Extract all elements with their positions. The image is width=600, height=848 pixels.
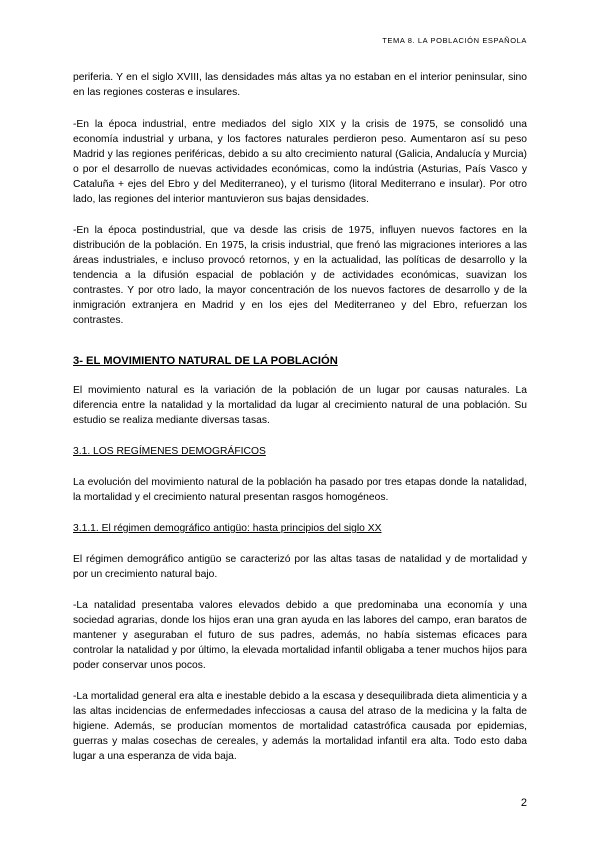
paragraph-industrial-era: -En la época industrial, entre mediados del siglo XIX y la crisis de 1975, se consolidó una economía industrial y urbana, y los factores naturales perdieron peso. Aumentaron así su peso Madrid y las regiones periféricas, debido a su alto crecimiento natural (Galicia, Andalucía y Murcia) o por el desarrollo de nuevas actividades económicas, como la indústria (Asturias, País Vasco y Cataluña + ejes del Ebro y del Mediterraneo), y el turismo (litoral Mediterrano e insular). Por otro lado, las regiones del interior mantuvieron sus bajas densidades.	[73, 119, 527, 205]
paragraph-continued: periferia. Y en el siglo XVIII, las densidades más altas ya no estaban en el interior peninsular, sino en las regiones costeras e insulares.	[73, 72, 527, 98]
page-body	[73, 70, 527, 780]
subsection-title: 3.1. LOS REGÍMENES DEMOGRÁFICOS	[73, 446, 266, 457]
paragraph-evolution: La evolución del movimiento natural de la población ha pasado por tres etapas donde la natalidad, la mortalidad y el crecimiento natural presentan rasgos homogéneos.	[73, 477, 527, 503]
page-number: 2	[520, 797, 527, 809]
paragraph-postindustrial-era: -En la época postindustrial, que va desde las crisis de 1975, influyen nuevos factores en la distribución de la población. En 1975, la crisis industrial, que frenó las migraciones interiores a las áreas industriales, e incluso provocó retornos, y en la actualidad, las políticas de desarrollo y la tendencia a la difusión espacial de población y de actividades económicas, suavizan los contrastes. Y por otro lado, la mayor concentración de los nuevos factores de desarrollo y de la inmigración extranjera en Madrid y en los ejes del Mediterraneo y del Ebro, refuerzan los contrastes.	[73, 225, 527, 326]
section-title: 3- EL MOVIMIENTO NATURAL DE LA POBLACIÓN	[73, 355, 338, 367]
paragraph-mortality: -La mortalidad general era alta e inestable debido a la escasa y desequilibrada dieta alimenticia y a las altas incidencias de enfermedades infecciosas a causa del atraso de la medicina y la falta de higiene. Además, se producían momentos de mortalidad catastrófica causada por epidemias, guerras y malas cosechas de cereales, y además la mortalidad infantil era alta. Todo esto daba lugar a una esperanza de vida baja.	[73, 691, 527, 762]
running-header: TEMA 8. LA POBLACIÓN ESPAÑOLA	[382, 36, 527, 45]
paragraph-old-regime: El régimen demográfico antigüo se caracterizó por las altas tasas de natalidad y de mortalidad y por un crecimiento natural bajo.	[73, 554, 527, 580]
subsubsection-title: 3.1.1. El régimen demográfico antigüo: hasta principios del siglo XX	[73, 523, 382, 534]
paragraph-birth-rate: -La natalidad presentaba valores elevados debido a que predominaba una economía y una sociedad agrarias, donde los hijos eran una gran ayuda en las labores del campo, eran baratos de mantener y aseguraban el futuro de sus padres, además, no había sistemas eficaces para controlar la natalidad y por último, la elevada mortalidad infantil obligaba a tener muchos hijos para poder conservar unos pocos.	[73, 600, 527, 671]
paragraph-natural-movement: El movimiento natural es la variación de la población de un lugar por causas naturales. La diferencia entre la natalidad y la mortalidad da lugar al crecimiento natural de una población. Su estudio se realiza mediante diversas tasas.	[73, 385, 527, 426]
